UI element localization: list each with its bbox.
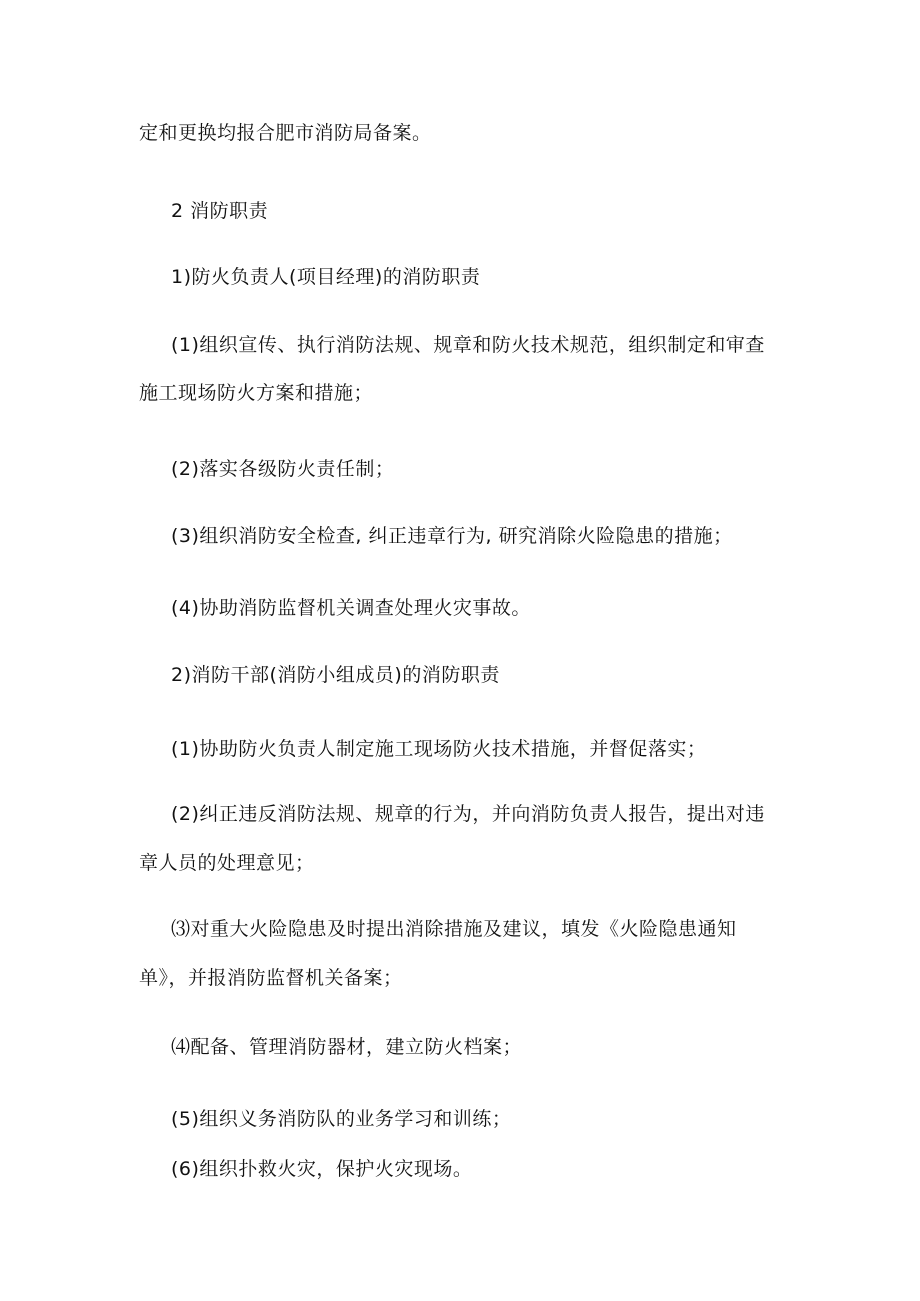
list-item-line: ⑶对重大火险隐患及时提出消除措施及建议，填发《火险隐患通知	[171, 918, 737, 940]
list-item-continuation-line: 施工现场防火方案和措施；	[139, 382, 374, 404]
list-item-line: ⑷配备、管理消防器材，建立防火档案；	[171, 1036, 523, 1058]
list-item-line: (2)落实各级防火责任制；	[171, 458, 395, 480]
list-item-line: (4)协助消防监督机关调查处理火灾事故。	[171, 597, 531, 619]
section-heading: 2 消防职责	[171, 200, 269, 222]
list-item-continuation-line: 章人员的处理意见；	[139, 852, 315, 874]
list-item-line: (1)协助防火负责人制定施工现场防火技术措施，并督促落实；	[171, 738, 707, 760]
list-item-line: (6)组织扑救火灾，保护火灾现场。	[171, 1158, 473, 1180]
paragraph-continuation-line: 定和更换均报合肥市消防局备案。	[139, 122, 432, 144]
list-item-line: (2)纠正违反消防法规、规章的行为，并向消防负责人报告，提出对违	[171, 803, 765, 825]
subsection-heading: 2)消防干部(消防小组成员)的消防职责	[171, 664, 500, 686]
list-item-line: (3)组织消防安全检查, 纠正违章行为, 研究消除火险隐患的措施；	[171, 525, 733, 547]
subsection-heading: 1)防火负责人(项目经理)的消防职责	[171, 266, 481, 288]
list-item-line: (1)组织宣传、执行消防法规、规章和防火技术规范，组织制定和审查	[171, 334, 765, 356]
list-item-line: (5)组织义务消防队的业务学习和训练；	[171, 1108, 512, 1130]
list-item-continuation-line: 单》，并报消防监督机关备案；	[139, 967, 403, 989]
